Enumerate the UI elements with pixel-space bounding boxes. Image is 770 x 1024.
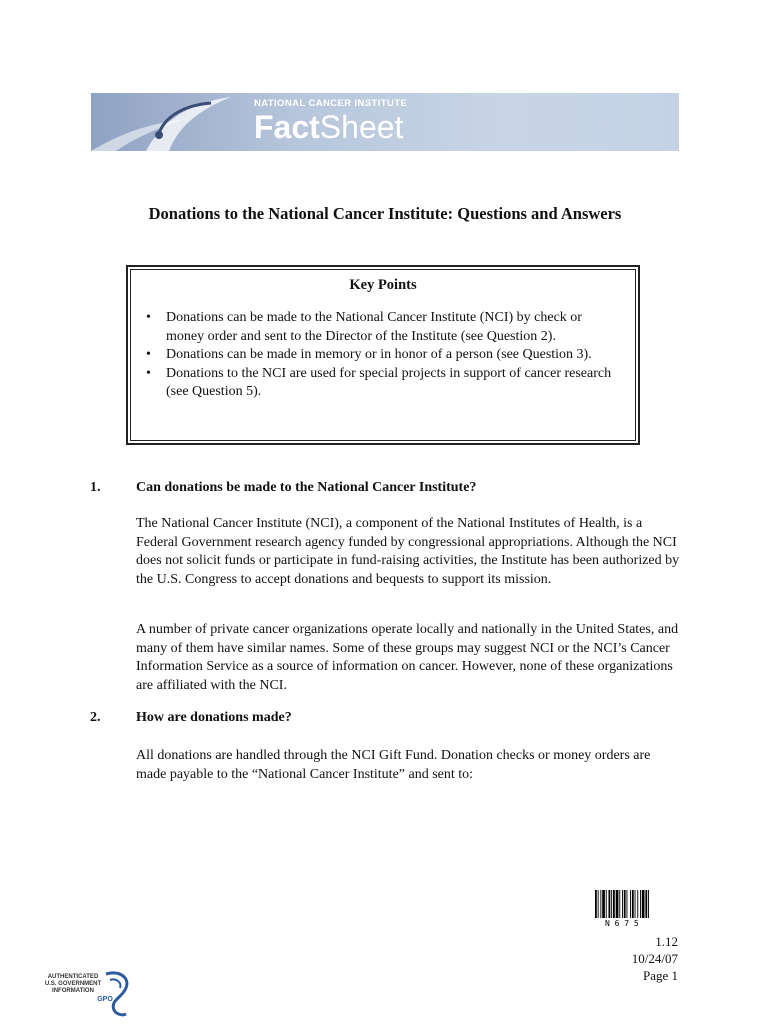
factsheet-banner (91, 93, 679, 151)
gpo-authenticated-seal: AUTHENTICATED U.S. GOVERNMENT INFORMATION GPO (42, 970, 132, 1020)
eagle-icon (100, 970, 134, 1018)
banner-org-name: NATIONAL CANCER INSTITUTE (254, 98, 408, 109)
key-points-heading: Key Points (349, 277, 417, 293)
question-text: How are donations made? (136, 710, 292, 725)
bullet-icon: • (146, 310, 151, 325)
version-number: 1.12 (655, 934, 678, 949)
banner-title: FactSheet (254, 109, 404, 145)
list-item: • Donations can be made to the National Cancer Institute (NCI) by check or money order and sent to the Director of the Institute (see Question 2). (146, 310, 582, 344)
revision-date: 10/24/07 (631, 951, 678, 966)
document-meta (632, 933, 678, 984)
key-points-box (126, 265, 640, 445)
question-text: Can donations be made to the National Cancer Institute? (136, 480, 477, 495)
barcode-icon (593, 888, 677, 928)
key-points-list (142, 309, 622, 402)
question-number: 1. (90, 480, 101, 495)
answer-paragraph: The National Cancer Institute (NCI), a component of the National Institutes of Health, is a Federal Government research agency funded by congressional appropriations. Although the NCI does not solicit funds or participate in fund-raising activities, the Institute has been authorized by the U.S. Congress to accept donations and bequests to support its mission. (136, 516, 680, 587)
answer-paragraph: A number of private cancer organizations operate locally and nationally in the United States, and many of them have similar names. Some of these groups may suggest NCI or the NCI’s Cancer Information Service as a source of information on cancer. However, none of these organizations are affiliated with the NCI. (136, 622, 679, 693)
barcode-text: N 6 7 5 (605, 919, 639, 928)
bullet-icon: • (146, 365, 151, 381)
nci-swoosh-logo-icon (91, 93, 251, 151)
list-item: • Donations to the NCI are used for special projects in support of cancer research (see Question 5). (146, 365, 612, 399)
page-title: Donations to the National Cancer Institute: Questions and Answers (148, 204, 622, 223)
bullet-icon: • (146, 347, 151, 362)
list-item: • Donations can be made in memory or in honor of a person (see Question 3). (142, 346, 622, 365)
answer-paragraph: All donations are handled through the NCI Gift Fund. Donation checks or money orders are made payable to the “National Cancer Institute” and sent to: (136, 748, 651, 782)
question-number: 2. (90, 710, 101, 725)
page-number: Page 1 (642, 968, 678, 983)
